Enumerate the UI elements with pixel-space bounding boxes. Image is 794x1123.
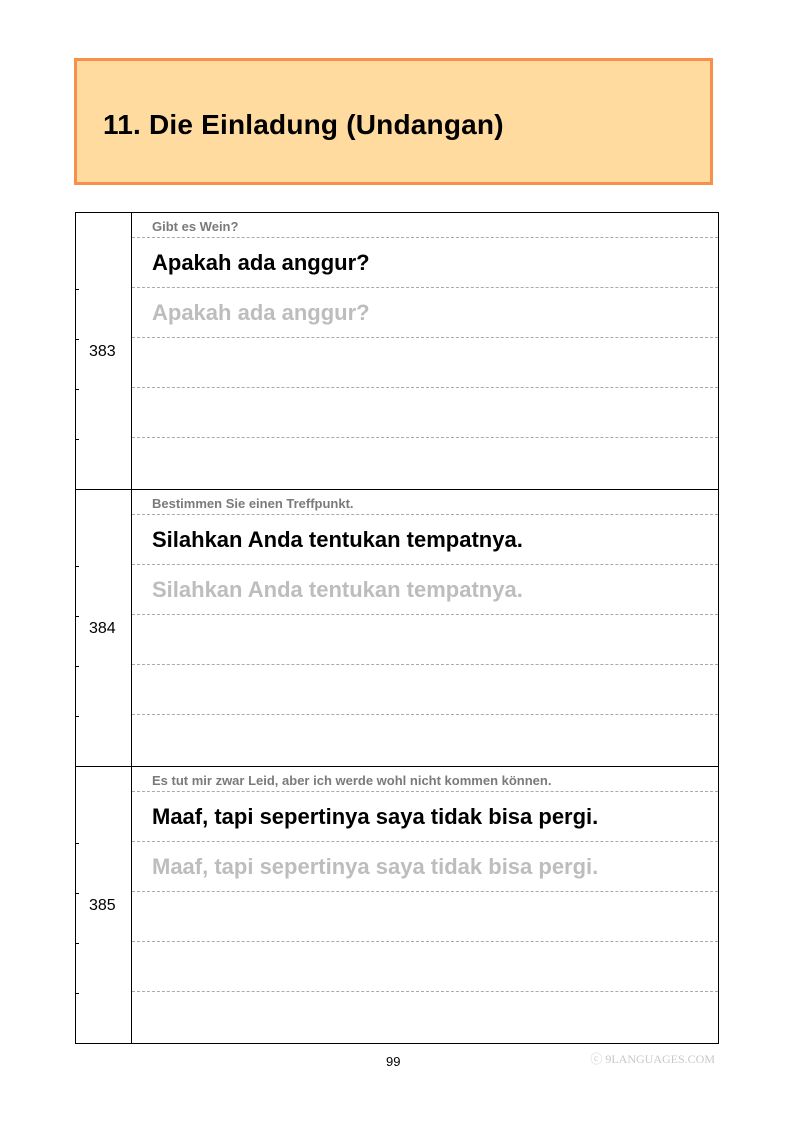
indonesian-row — [132, 238, 718, 288]
entry-number: 385 — [89, 897, 116, 914]
writing-line — [132, 992, 718, 1041]
trace-row — [132, 565, 718, 615]
indonesian-row — [132, 792, 718, 842]
entry-383 — [76, 213, 718, 490]
entry-number-cell — [76, 490, 132, 766]
trace-row — [132, 288, 718, 338]
entry-number-cell — [76, 767, 132, 1043]
chapter-title: 11. Die Einladung (Undangan) — [103, 109, 504, 140]
entry-content — [132, 767, 718, 1043]
entry-number: 384 — [89, 620, 116, 637]
writing-line — [132, 388, 718, 438]
trace-sentence: Apakah ada anggur? — [152, 300, 370, 325]
german-row — [132, 767, 718, 792]
practice-table — [75, 212, 719, 1044]
row-tick — [75, 339, 79, 340]
row-tick — [75, 843, 79, 844]
row-tick — [75, 389, 79, 390]
row-tick — [75, 993, 79, 994]
entry-content — [132, 490, 718, 766]
trace-row — [132, 842, 718, 892]
german-row — [132, 213, 718, 238]
entry-384 — [76, 490, 718, 767]
entry-number: 383 — [89, 343, 116, 360]
trace-sentence: Maaf, tapi sepertinya saya tidak bisa pergi. — [152, 854, 599, 879]
writing-line — [132, 715, 718, 764]
german-sentence: Es tut mir zwar Leid, aber ich werde wohl nicht kommen können. — [152, 773, 552, 788]
chapter-title-box — [74, 58, 713, 185]
writing-line — [132, 615, 718, 665]
row-tick — [75, 616, 79, 617]
entry-content — [132, 213, 718, 489]
indonesian-sentence: Maaf, tapi sepertinya saya tidak bisa pergi. — [152, 804, 599, 829]
writing-line — [132, 338, 718, 388]
indonesian-sentence: Silahkan Anda tentukan tempatnya. — [152, 527, 523, 552]
row-tick — [75, 893, 79, 894]
german-sentence: Gibt es Wein? — [152, 219, 239, 234]
trace-sentence: Silahkan Anda tentukan tempatnya. — [152, 577, 523, 602]
german-sentence: Bestimmen Sie einen Treffpunkt. — [152, 496, 354, 511]
writing-line — [132, 942, 718, 992]
german-row — [132, 490, 718, 515]
page-number: 99 — [386, 1054, 401, 1069]
row-tick — [75, 289, 79, 290]
row-tick — [75, 666, 79, 667]
entry-385 — [76, 767, 718, 1044]
writing-line — [132, 665, 718, 715]
copyright-watermark: ⓒ 9LANGUAGES.COM — [590, 1052, 715, 1066]
indonesian-row — [132, 515, 718, 565]
entry-number-cell — [76, 213, 132, 489]
writing-line — [132, 892, 718, 942]
writing-line — [132, 438, 718, 487]
row-tick — [75, 439, 79, 440]
row-tick — [75, 716, 79, 717]
indonesian-sentence: Apakah ada anggur? — [152, 250, 370, 275]
row-tick — [75, 566, 79, 567]
row-tick — [75, 943, 79, 944]
